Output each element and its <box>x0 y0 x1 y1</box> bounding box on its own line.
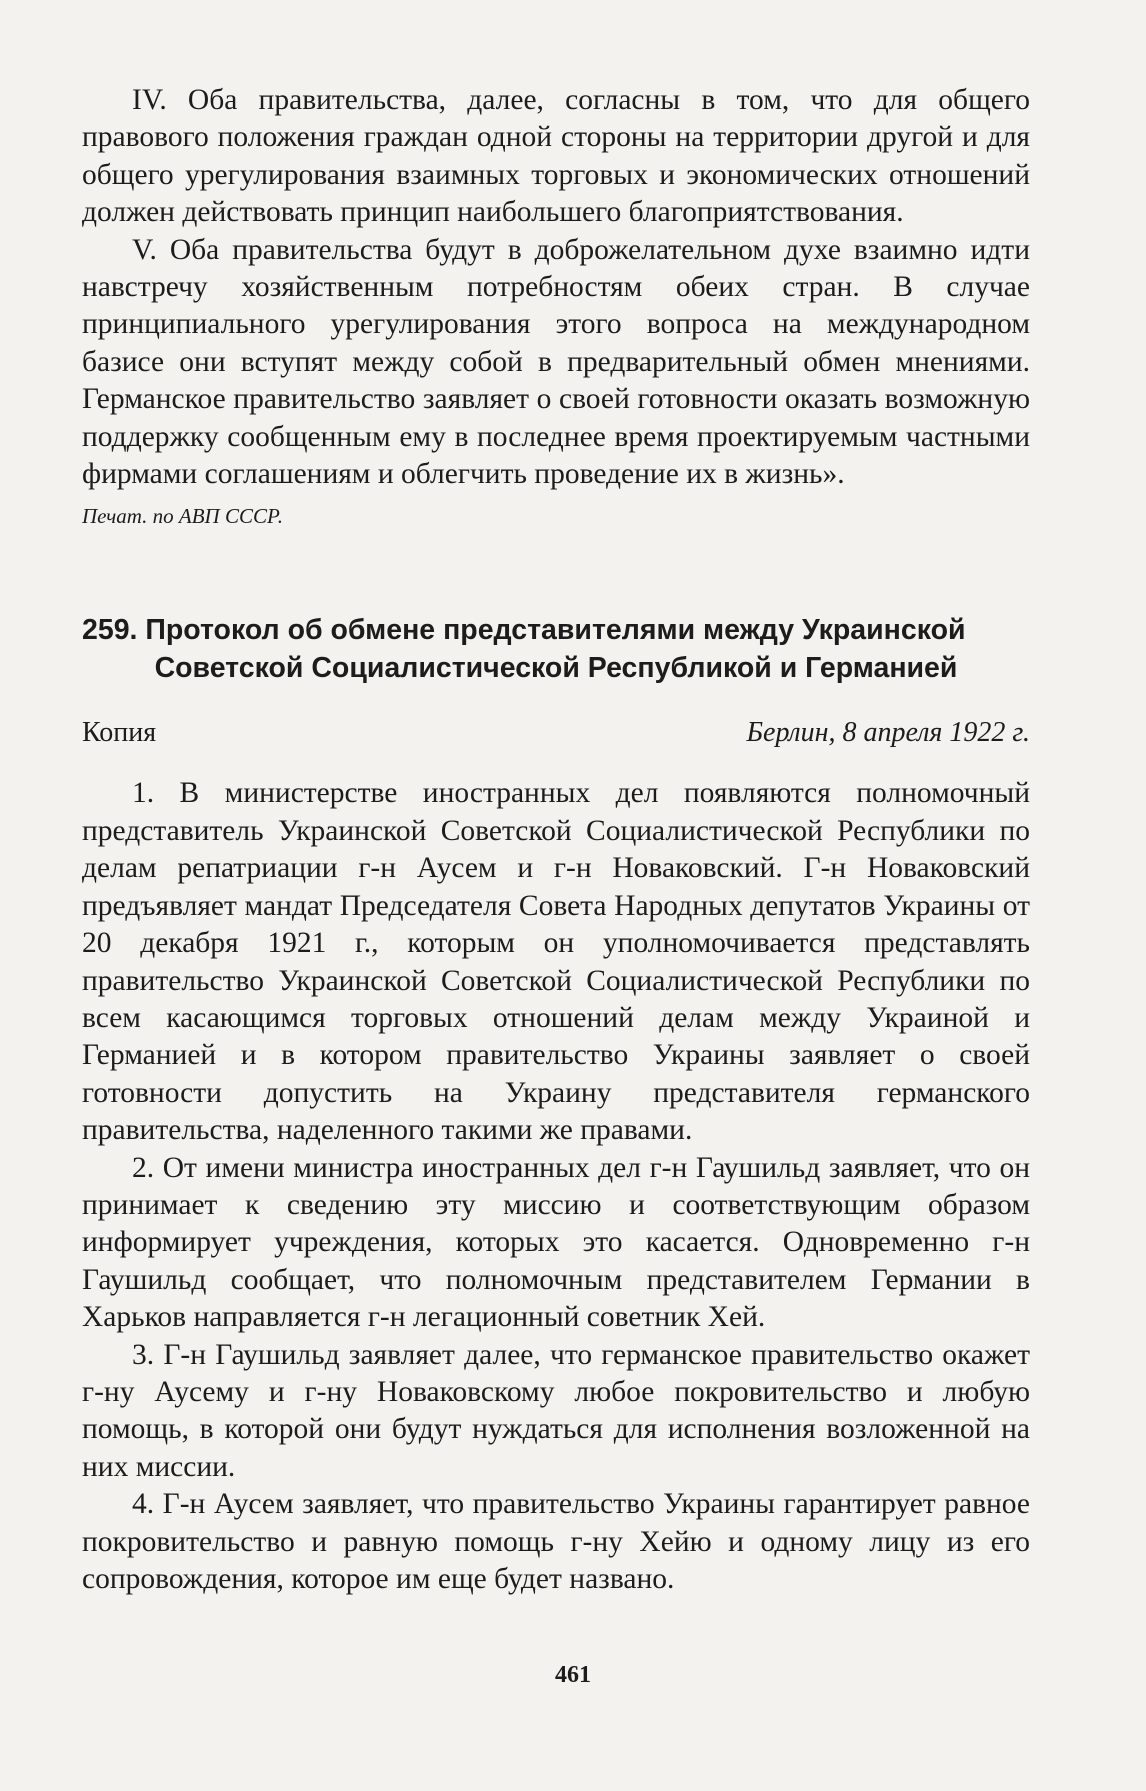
paragraph-3: 3. Г-н Гаушильд заявляет далее, что германское правительство окажет г-ну Аусему и г-ну Новаковскому любое покровительство и любую помощь, в которой они будут нуждаться для исполнения возложенной на них миссии. <box>82 1338 1030 1483</box>
paragraph-v: V. Оба правительства будут в доброжелательном духе взаимно идти навстречу хозяйственным потребностям обеих стран. В случае принципиального урегулирования этого вопроса на международном базисе они вступят между собой в предварительный обмен мнениями. Германское правительство заявляет о своей готовности оказать возможную поддержку сообщенным ему в последнее время проектируемым частными фирмами соглашениям и облегчить проведение их в жизнь». <box>82 233 1030 491</box>
paragraph-4: 4. Г-н Аусем заявляет, что правительство Украины гарантирует равное покровительство и равную помощь г-ну Хейю и одному лицу из его сопровождения, которое им еще будет названо. <box>82 1488 1030 1595</box>
paragraph-2: 2. От имени министра иностранных дел г-н Гаушильд заявляет, что он принимает к сведению эту миссию и соответствующим образом информирует учреждения, которых это касается. Одновременно г-н Гаушильд сообщает, что полномочным представителем Германии в Харьков направляется г-н легационный советник Хей. <box>82 1151 1030 1334</box>
source-note: Печат. по АВП СССР. <box>82 504 283 529</box>
copy-label: Копия <box>82 717 157 749</box>
paragraph-1: 1. В министерстве иностранных дел появляются полномочный представитель Украинской Советской Социалистической Республики по делам репатриации г-н Аусем и г-н Новаковский. Г-н Новаковский предъявляет мандат Председателя Совета Народных депутатов Украины от 20 декабря 1921 г., которым он уполномочивается представлять правительство Украинской Советской Социалистической Республики по всем касающимся торговых отношений делам между Украиной и Германией и в котором правительство Украины заявляет о своей готовности допустить на Украину представителя германского правительства, наделенного такими же правами. <box>82 777 1030 1147</box>
page-number: 461 <box>555 1662 591 1688</box>
document-meta <box>82 715 1030 751</box>
paragraph-iv: IV. Оба правительства, далее, согласны в том, что для общего правового положения граждан одной стороны на территории другой и для общего урегулирования взаимных торговых и экономических отношений должен действовать принцип наибольшего благоприятствования. <box>82 84 1030 229</box>
document-heading <box>82 611 1030 687</box>
document-page <box>82 82 1030 1598</box>
protocol-body <box>82 775 1030 1598</box>
heading-line-2: Советской Социалистической Республикой и Германией <box>154 652 958 685</box>
heading-line-1: 259. Протокол об обмене представителями между Украинской <box>82 614 966 647</box>
place-date: Берлин, 8 апреля 1922 г. <box>746 717 1030 749</box>
previous-document-ending <box>82 82 1030 531</box>
